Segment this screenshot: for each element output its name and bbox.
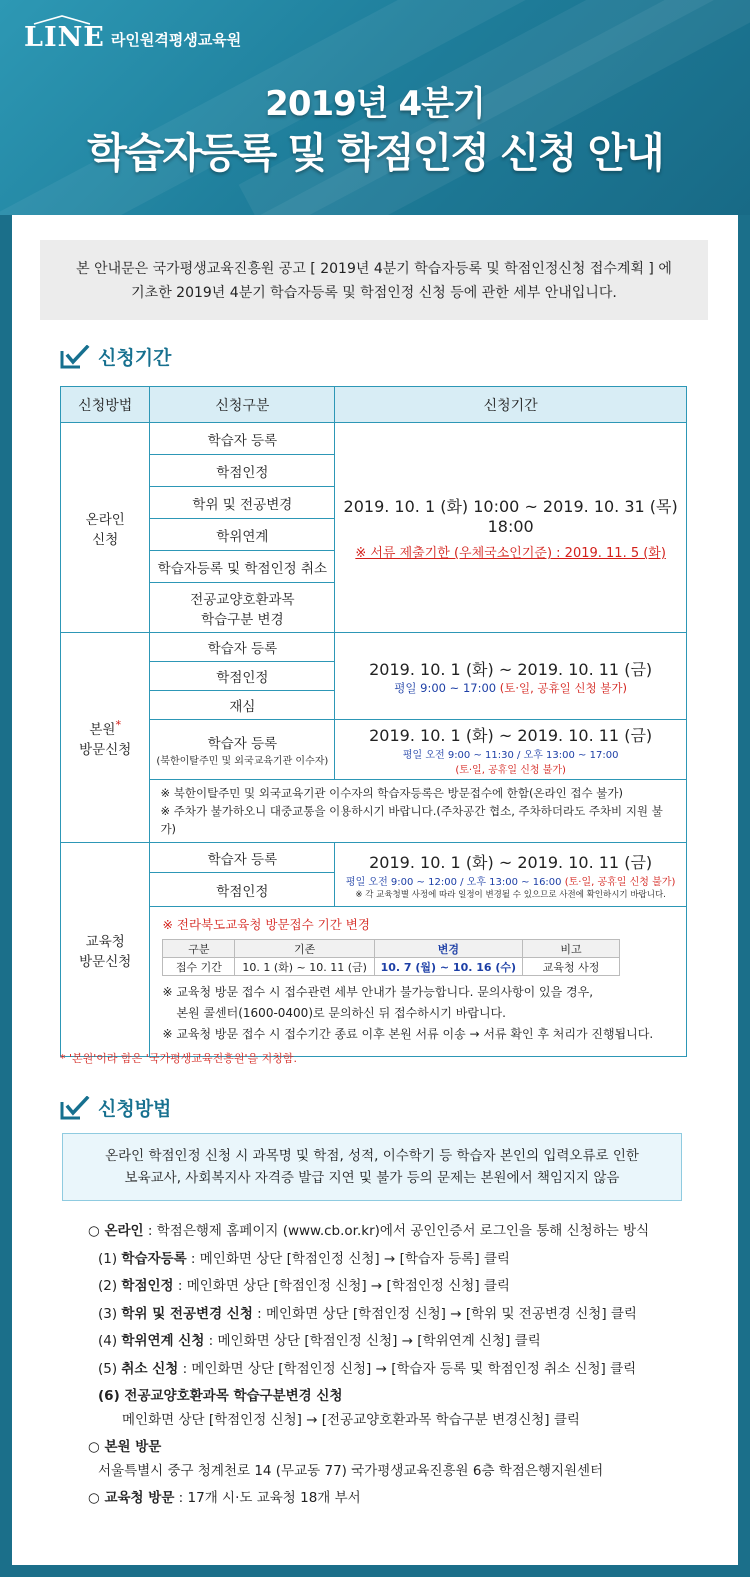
category-cell: 학습자 등록: [150, 843, 335, 873]
category-cell: 학위 및 전공변경: [150, 487, 335, 519]
check-box-icon: [60, 1096, 90, 1120]
online-period: 2019. 10. 1 (화) 10:00 ~ 2019. 10. 31 (목) 18:00 ※ 서류 제출기한 (우체국소인기준) : 2019. 11. 5 (화): [335, 423, 687, 633]
method-office: 교육청 방문신청: [61, 843, 150, 1057]
method-visit-item: ○ 본원 방문: [88, 1439, 162, 1455]
section-heading-method: 신청방법: [60, 1094, 171, 1121]
change-table: 구분 기존 변경 비고 접수 기간 10. 1 (화) ~ 10. 11 (금) 10. 7 (월) ~ 10. 16 (수) 교육청 사정: [162, 939, 620, 976]
list-item: 메인화면 상단 [학점인정 신청] → [전공교양호환과목 학습구분 변경신청] 클릭: [122, 1411, 580, 1428]
logo-text: 라인원격평생교육원: [110, 31, 242, 49]
list-item: (6) 전공교양호환과목 학습구분변경 신청: [98, 1388, 343, 1404]
method-online: 온라인 신청: [61, 423, 150, 633]
method-online-item: ○ 온라인 : 학점은행제 홈페이지 (www.cb.or.kr)에서 공인인증서 로그인을 통해 신청하는 방식: [88, 1223, 650, 1239]
table-header: 신청구분: [150, 387, 335, 423]
category-cell: 전공교양호환과목 학습구분 변경: [150, 583, 335, 633]
list-item: (2) 학점인정 : 메인화면 상단 [학점인정 신청] → [학점인정 신청] 클릭: [98, 1278, 510, 1294]
visit-period-2: 2019. 10. 1 (화) ~ 2019. 10. 11 (금) 평일 오전 9:00 ~ 11:30 / 오후 13:00 ~ 17:00 (토·일, 공휴일 신청 불가): [335, 720, 687, 780]
method-office-item: ○ 교육청 방문 : 17개 시·도 교육청 18개 부서: [88, 1490, 361, 1506]
methods-list: [88, 1218, 649, 1513]
intro-line: 기초한 2019년 4분기 학습자등록 및 학점인정 신청 등에 관한 세부 안내입니다.: [131, 285, 617, 301]
office-period: 2019. 10. 1 (화) ~ 2019. 10. 11 (금) 평일 오전 9:00 ~ 12:00 / 오후 13:00 ~ 16:00 (토·일, 공휴일 신청 불가) ※ 각 교육청별 사정에 따라 일정이 변경될 수 있으므로 사전에 확인하시기 바랍니다.: [335, 843, 687, 907]
check-box-icon: [60, 345, 90, 369]
category-cell: 학점인정: [150, 873, 335, 907]
page-title-line2: 학습자등록 및 학점인정 신청 안내: [87, 129, 663, 177]
period-table: [60, 386, 687, 1057]
roof-icon: [32, 15, 92, 25]
visit-address: 서울특별시 중구 청계천로 14 (무교동 77) 국가평생교육진흥원 6층 학점은행지원센터: [98, 1462, 604, 1479]
list-item: (5) 취소 신청 : 메인화면 상단 [학점인정 신청] → [학습자 등록 및 학점인정 취소 신청] 클릭: [98, 1360, 637, 1377]
intro-box: [40, 240, 708, 320]
table-header: 신청기간: [335, 387, 687, 423]
header-banner: [0, 0, 750, 215]
list-item: (1) 학습자등록 : 메인화면 상단 [학점인정 신청] → [학습자 등록] 클릭: [98, 1250, 510, 1267]
intro-line: 본 안내문은 국가평생교육진흥원 공고 [ 2019년 4분기 학습자등록 및 학점인정신청 접수계획 ] 에: [76, 261, 672, 277]
list-item: (3) 학위 및 전공변경 신청 : 메인화면 상단 [학점인정 신청] → [학위 및 전공변경 신청] 클릭: [98, 1305, 637, 1322]
logo-mark: LINE: [24, 24, 105, 51]
section-heading-period: 신청기간: [60, 343, 171, 370]
logo[interactable]: [24, 24, 241, 51]
category-cell: 학습자 등록 (북한이탈주민 및 외국교육기관 이수자): [150, 720, 335, 780]
page-title-line1: 2019년 4분기: [265, 84, 485, 124]
category-cell: 학점인정: [150, 662, 335, 691]
category-cell: 학습자 등록: [150, 633, 335, 662]
list-item: (4) 학위연계 신청 : 메인화면 상단 [학점인정 신청] → [학위연계 신청] 클릭: [98, 1333, 541, 1349]
warning-box: 온라인 학점인정 신청 시 과목명 및 학점, 성적, 이수학기 등 학습자 본인의 입력오류로 인한 보육교사, 사회복지사 자격증 발급 지연 및 불가 등의 문제는 본원에서 책임지지 않음: [62, 1133, 682, 1201]
visit-period-1: 2019. 10. 1 (화) ~ 2019. 10. 11 (금) 평일 9:00 ~ 17:00 (토·일, 공휴일 신청 불가): [335, 633, 687, 720]
visit-notes: ※ 북한이탈주민 및 외국교육기관 이수자의 학습자등록은 방문접수에 한함(온라인 접수 불가) ※ 주차가 불가하오니 대중교통을 이용하시기 바랍니다.(주차공간 협소, 주차하더라도 주차비 지원 불가): [150, 780, 687, 843]
category-cell: 학위연계: [150, 519, 335, 551]
category-cell: 학점인정: [150, 455, 335, 487]
office-notes: ※ 교육청 방문 접수 시 접수관련 세부 안내가 불가능합니다. 문의사항이 있을 경우, 본원 콜센터(1600-0400)로 문의하신 뒤 접수하시기 바랍니다. ※ 교육청 방문 접수 시 접수기간 종료 이후 본원 서류 이송 → 서류 확인 후 처리가 진행됩니다.: [162, 985, 654, 1041]
table-header: 신청방법: [61, 387, 150, 423]
category-cell: 학습자등록 및 학점인정 취소: [150, 551, 335, 583]
office-change-cell: ※ 전라북도교육청 방문접수 기간 변경 구분 기존 변경 비고 접수 기간 10. 1 (화) ~ 10. 11 (금) 10. 7 (월) ~ 10. 16 (수) 교육청 사정 ※ 교육청 방문 접수 시 접수관련 세부 안내가 불가능합니다. 문의사항이 있을 경우, 본원 콜센터(1600-0400)로 문의하신 뒤 접수하시기 바랍니다. ※ 교육청 방문 접수 시 접수기간 종료 이후 본원 서류 이송 → 서류 확인 후 처리가 진행됩니다.: [150, 907, 687, 1057]
footnote: * '본원'이라 함은 '국가평생교육진흥원'을 지칭함.: [60, 1052, 297, 1065]
category-cell: 학습자 등록: [150, 423, 335, 455]
method-visit: 본원* 방문신청: [61, 633, 150, 843]
category-cell: 재심: [150, 691, 335, 720]
